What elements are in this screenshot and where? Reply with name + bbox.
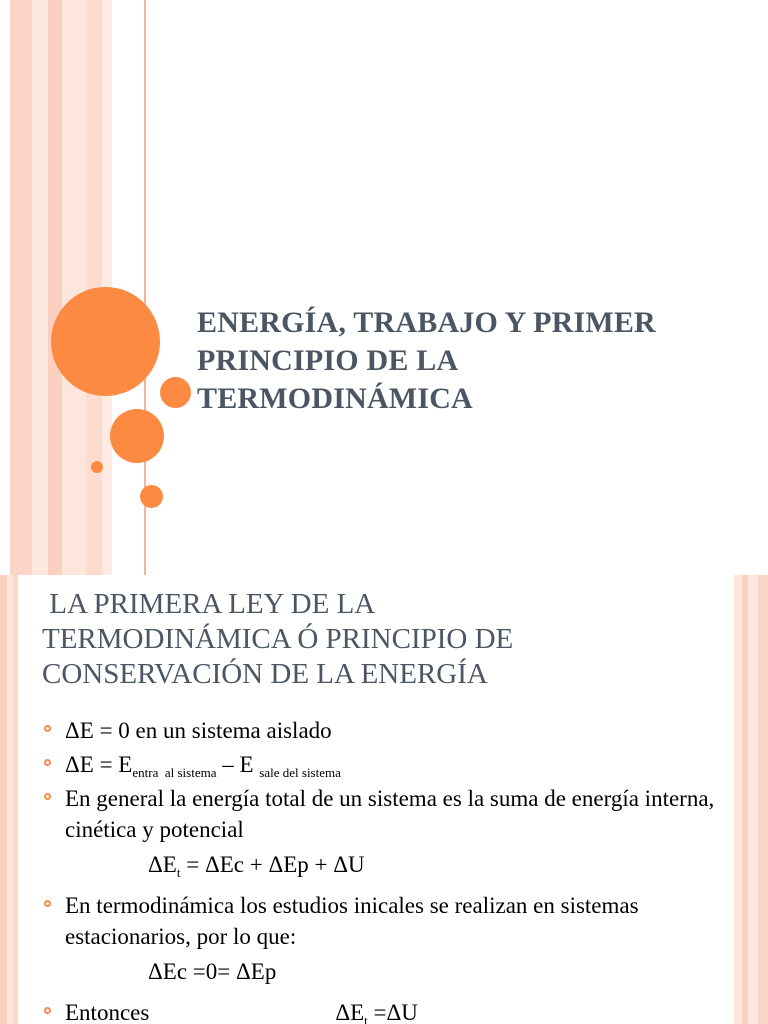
formula-subscript: t xyxy=(176,865,181,880)
slide2-title-line: TERMODINÁMICA Ó PRINCIPIO DE xyxy=(42,623,514,655)
content-slide xyxy=(0,575,768,1024)
decor-circle-medium xyxy=(110,409,164,463)
formula-rest: = ΔEc + ΔEp + ΔU xyxy=(180,852,365,877)
decor-strip xyxy=(758,575,768,1024)
decor-strip xyxy=(48,0,62,575)
bullet-ring-icon xyxy=(44,1007,51,1014)
formula-prefix: ΔE = E xyxy=(65,752,133,777)
formula-subscript: sale del sistema xyxy=(259,765,341,780)
bullet-ring-icon xyxy=(44,725,51,732)
decor-strip xyxy=(13,575,18,1024)
formula-rest: =ΔU xyxy=(367,1000,418,1024)
slide1-title-line: PRINCIPIO DE LA xyxy=(197,344,459,377)
bullet-text: ΔE = 0 en un sistema aislado xyxy=(65,718,332,743)
bullet-item xyxy=(44,715,724,746)
formula-line xyxy=(44,849,724,880)
bullet-text: Entonces xyxy=(65,1000,150,1024)
slide2-title xyxy=(42,587,722,692)
bullet-item xyxy=(44,890,724,952)
decor-strip xyxy=(734,575,742,1024)
formula-prefix: ΔE xyxy=(335,1000,365,1024)
decor-circle-tiny xyxy=(91,461,103,473)
bullet-ring-icon xyxy=(44,759,51,766)
slide2-bullet-list xyxy=(44,715,724,1024)
bullet-item xyxy=(44,783,724,845)
slide2-title-line: CONSERVACIÓN DE LA ENERGÍA xyxy=(42,658,488,690)
decor-circle-large xyxy=(51,287,160,396)
decor-circle-small xyxy=(160,377,191,408)
decor-strip xyxy=(0,575,7,1024)
bullet-item xyxy=(44,749,724,780)
slide2-title-line: LA PRIMERA LEY DE LA xyxy=(42,588,376,620)
decor-circle-small xyxy=(140,485,163,508)
formula-line xyxy=(44,956,724,987)
bullet-ring-icon xyxy=(44,900,51,907)
decor-strip xyxy=(10,0,32,575)
bullet-text: En general la energía total de un sistema es la suma de energía interna, cinética y potencial xyxy=(65,786,715,842)
formula-subscript: t xyxy=(364,1013,368,1024)
slide1-title xyxy=(197,304,737,418)
slide1-title-line: TERMODINÁMICA xyxy=(197,382,473,415)
formula-subscript: entra al sistema xyxy=(132,765,217,780)
formula-text: ΔEc =0= ΔEp xyxy=(148,959,277,984)
formula-mid: – E xyxy=(216,752,260,777)
bullet-text: En termodinámica los estudios inicales se realizan en sistemas estacionarios, por lo que: xyxy=(65,893,639,949)
decor-strip xyxy=(748,575,758,1024)
formula-prefix: ΔE xyxy=(148,852,177,877)
decor-strip xyxy=(32,0,48,575)
decor-strip xyxy=(62,0,86,575)
bullet-item xyxy=(44,997,724,1024)
slide1-title-line: ENERGÍA, TRABAJO Y PRIMER xyxy=(197,306,656,339)
bullet-ring-icon xyxy=(44,793,51,800)
